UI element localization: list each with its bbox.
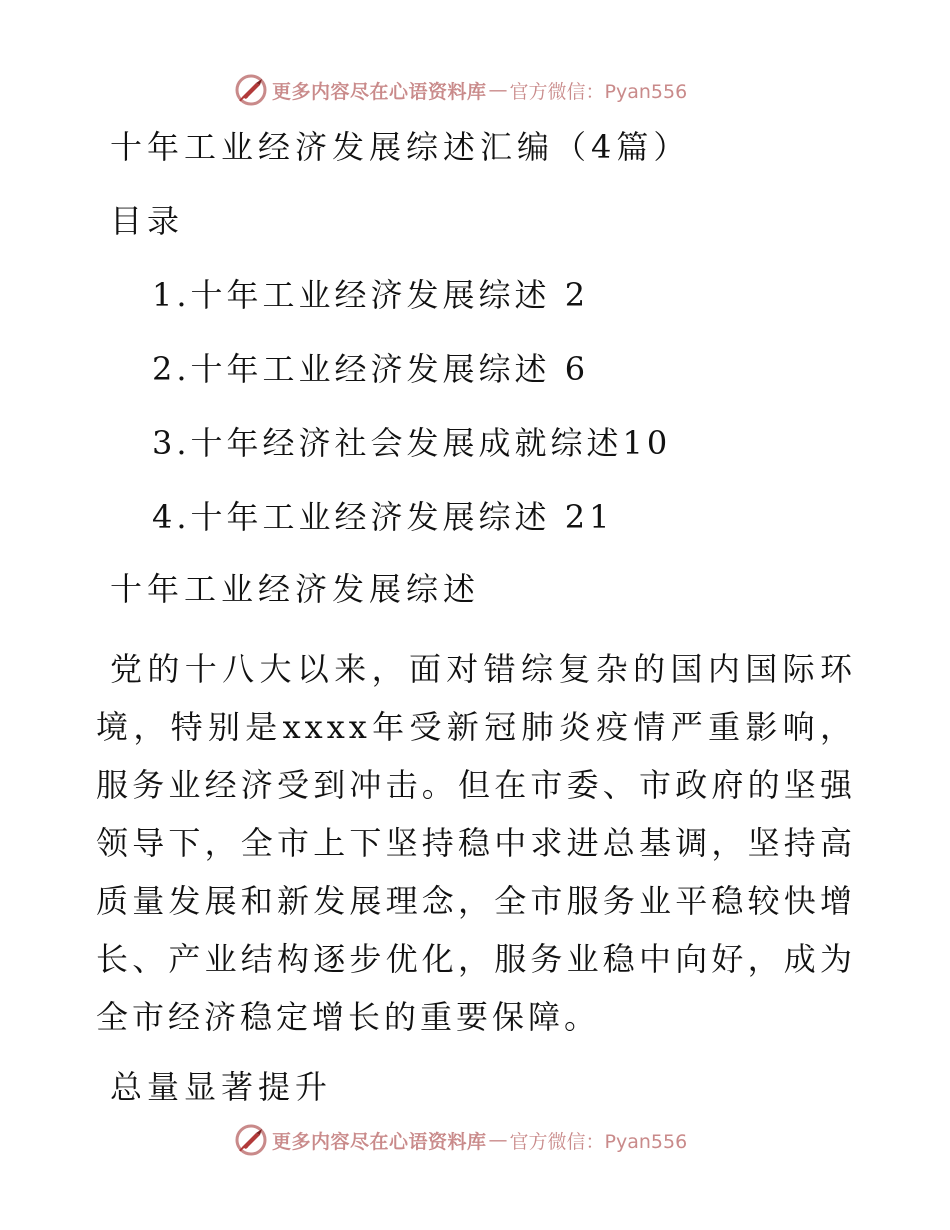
watermark-header [234,72,687,108]
toc-item: 3.十年经济社会发展成就综述10 [152,424,672,462]
watermark-dash: — [488,1129,508,1151]
toc-heading: 目录 [110,202,185,240]
watermark-dash: — [488,79,508,101]
pen-logo-icon [234,73,268,107]
watermark-main-text: 更多内容尽在心语资料库 [272,1130,487,1153]
watermark-wechat-text: 官方微信：Pyan556 [509,1130,688,1153]
section-title: 十年工业经济发展综述 [110,570,481,608]
toc-item: 4.十年工业经济发展综述 21 [152,498,614,536]
toc-item: 1.十年工业经济发展综述 2 [152,276,590,314]
toc-item: 2.十年工业经济发展综述 6 [152,350,590,388]
document-title: 十年工业经济发展综述汇编（4篇） [110,128,691,166]
pen-logo-icon [234,1123,268,1157]
body-paragraph: 党的十八大以来，面对错综复杂的国内国际环境，特别是xxxx年受新冠肺炎疫情严重影响，服务业经济受到冲击。但在市委、市政府的坚强领导下，全市上下坚持稳中求进总基调，坚持高质量发展和新发展理念，全市服务业平稳较快增长、产业结构逐步优化，服务业稳中向好，成为全市经济稳定增长的重要保障。 [96,650,856,1036]
watermark-main-text: 更多内容尽在心语资料库 [272,80,487,103]
watermark-footer [234,1122,687,1158]
watermark-wechat-text: 官方微信：Pyan556 [509,80,688,103]
subheading: 总量显著提升 [110,1068,333,1106]
